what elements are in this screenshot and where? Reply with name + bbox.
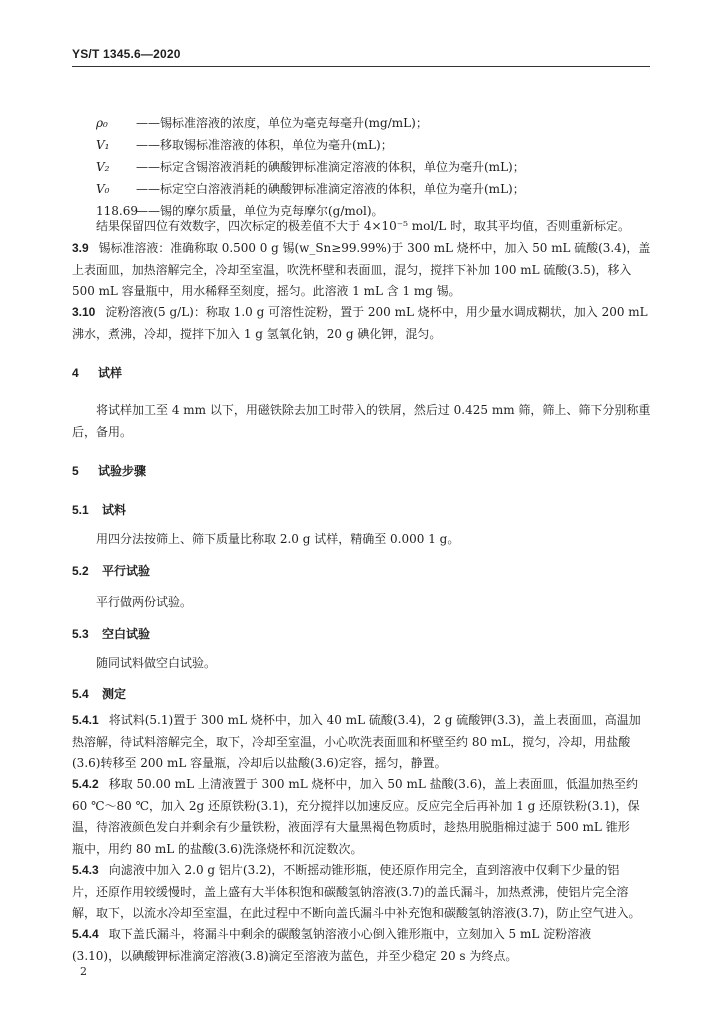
section-number: 5.3 <box>72 627 89 641</box>
standard-number: YS/T 1345.6—2020 <box>72 47 181 61</box>
clause-number: 5.4.4 <box>72 927 99 941</box>
clause-line: 淀粉溶液(5 g/L)：称取 1.0 g 可溶性淀粉，置于 200 mL 烧杯中，用少量水调成糊状，加入 200 mL <box>105 305 648 319</box>
symbol: V₁ <box>96 138 110 152</box>
symbol: ρ₀ <box>96 116 108 130</box>
section-title: 试样 <box>98 366 123 380</box>
clause-line: 片，还原作用较缓慢时，盖上盛有大半体积饱和碳酸氢钠溶液(3.7)的盖氏漏斗，加热煮沸，使铝片完全溶 <box>72 884 629 899</box>
clause-line: 沸水，煮沸，冷却，搅拌下加入 1 g 氢氧化钠，20 g 碘化钾，混匀。 <box>72 326 442 341</box>
clause-line: 将试料(5.1)置于 300 mL 烧杯中，加入 40 mL 硫酸(3.4)，2 g 硫酸钾(3.3)，盖上表面皿，高温加 <box>108 713 641 727</box>
clause-line: 锡标准溶液：准确称取 0.500 0 g 锡(w_Sn≥99.99%)于 300 mL 烧杯中，加入 50 mL 硫酸(3.4)，盖 <box>98 241 651 255</box>
section-5-1-text: 用四分法按筛上、筛下质量比称取 2.0 g 试样，精确至 0.000 1 g。 <box>96 532 460 546</box>
definition-row <box>96 178 656 200</box>
section-number: 4 <box>72 366 79 380</box>
clause-number: 5.4.2 <box>72 777 99 791</box>
definition-text: ——锡标准溶液的浓度，单位为毫克每毫升(mg/mL)； <box>136 116 428 130</box>
clause-number: 3.10 <box>72 305 96 319</box>
clause-number: 5.4.3 <box>72 863 99 877</box>
clause-5-4-3 <box>72 860 640 925</box>
section-title: 空白试验 <box>102 627 151 641</box>
definition-text: ——移取锡标准溶液的体积，单位为毫升(mL)； <box>136 138 393 152</box>
body-line: 后，备用。 <box>72 424 133 439</box>
symbol: V₀ <box>96 182 110 196</box>
clause-5-4-1 <box>72 710 641 775</box>
section-5-3-heading <box>72 625 150 642</box>
section-5-heading <box>72 462 146 479</box>
symbol: V₂ <box>96 160 110 174</box>
clause-3-10 <box>72 302 648 345</box>
clause-line: 移取 50.00 mL 上清液置于 300 mL 烧杯中，加入 50 mL 盐酸(3.6)，盖上表面皿，低温加热至约 <box>108 777 639 791</box>
section-number: 5 <box>72 464 79 478</box>
body-line: 将试样加工至 4 mm 以下，用磁铁除去加工时带入的铁屑，然后过 0.425 mm 筛，筛上、筛下分别称重 <box>96 403 651 417</box>
header-rule <box>72 66 650 67</box>
definition-text: ——标定空白溶液消耗的碘酸钾标准滴定溶液的体积，单位为毫升(mL)； <box>136 182 525 196</box>
symbol: 118.69 <box>96 204 138 218</box>
section-title: 测定 <box>102 687 127 701</box>
clause-line: (3.10)，以碘酸钾标准滴定溶液(3.8)滴定至溶液为蓝色，并至少稳定 20 s 为终点。 <box>72 948 518 963</box>
section-4-body <box>72 400 650 443</box>
section-5-3-text: 随同试料做空白试验。 <box>96 656 217 670</box>
clause-line: (3.6)转移至 200 mL 容量瓶，冷却后以盐酸(3.6)定容，摇匀，静置。 <box>72 756 447 770</box>
clause-3-9 <box>72 238 653 303</box>
section-5-1-heading <box>72 501 126 518</box>
clause-line: 取下盖氏漏斗，将漏斗中剩余的碳酸氢钠溶液小心倒入锥形瓶中，立刻加入 5 mL 淀粉溶液 <box>108 927 592 941</box>
clause-5-4-4 <box>72 924 591 967</box>
definition-row <box>96 156 656 178</box>
section-number: 5.4 <box>72 687 89 701</box>
definition-row <box>96 112 656 134</box>
section-4-heading <box>72 364 122 381</box>
result-note: 结果保留四位有效数字，四次标定的极差值不大于 4×10⁻⁵ mol/L 时，取其平均值，否则重新标定。 <box>96 219 631 233</box>
clause-number: 3.9 <box>72 241 89 255</box>
section-title: 试验步骤 <box>98 464 147 478</box>
clause-line: 向滤液中加入 2.0 g 铝片(3.2)，不断摇动锥形瓶，使还原作用完全，直到溶液中仅剩下少量的铝 <box>108 863 620 877</box>
section-number: 5.1 <box>72 503 89 517</box>
section-title: 试料 <box>102 503 127 517</box>
clause-line: 瓶中，用约 80 mL 的盐酸(3.6)洗涤烧杯和沉淀数次。 <box>72 841 363 856</box>
definition-row <box>96 134 656 156</box>
clause-line: 60 ℃～80 ℃，加入 2g 还原铁粉(3.1)，充分搅拌以加速反应。反应完全后再补加 1 g 还原铁粉(3.1)，保 <box>72 798 640 813</box>
page-number: 2 <box>80 965 87 978</box>
definition-text: ——标定含锡溶液消耗的碘酸钾标准滴定溶液的体积，单位为毫升(mL)； <box>136 160 525 174</box>
clause-number: 5.4.1 <box>72 713 99 727</box>
section-title: 平行试验 <box>102 564 151 578</box>
section-5-2-text: 平行做两份试验。 <box>96 595 193 609</box>
clause-5-4-2 <box>72 774 640 860</box>
section-number: 5.2 <box>72 564 89 578</box>
symbol-definitions <box>96 112 656 222</box>
section-5-4-heading <box>72 685 126 702</box>
clause-line: 热溶解，待试料溶解完全，取下，冷却至室温，小心吹洗表面皿和杯壁至约 80 mL，搅匀，冷却，用盐酸 <box>72 734 631 749</box>
clause-line: 500 mL 容量瓶中，用水稀释至刻度，摇匀。此溶液 1 mL 含 1 mg 锡。 <box>72 284 461 298</box>
clause-line: 上表面皿，加热溶解完全，冷却至室温，吹洗杯壁和表面皿，混匀，搅拌下补加 100 mL 硫酸(3.5)，移入 <box>72 262 632 277</box>
definition-text: ——锡的摩尔质量，单位为克每摩尔(g/mol)。 <box>136 204 384 218</box>
section-5-2-heading <box>72 562 150 579</box>
clause-line: 温，待溶液颜色发白并剩余有少量铁粉，液面浮有大量黑褐色物质时，趁热用脱脂棉过滤于 500 mL 锥形 <box>72 820 630 834</box>
clause-line: 解，取下，以流水冷却至室温，在此过程中不断向盖氏漏斗中补充饱和碳酸氢钠溶液(3.7)，防止空气进入。 <box>72 906 641 920</box>
